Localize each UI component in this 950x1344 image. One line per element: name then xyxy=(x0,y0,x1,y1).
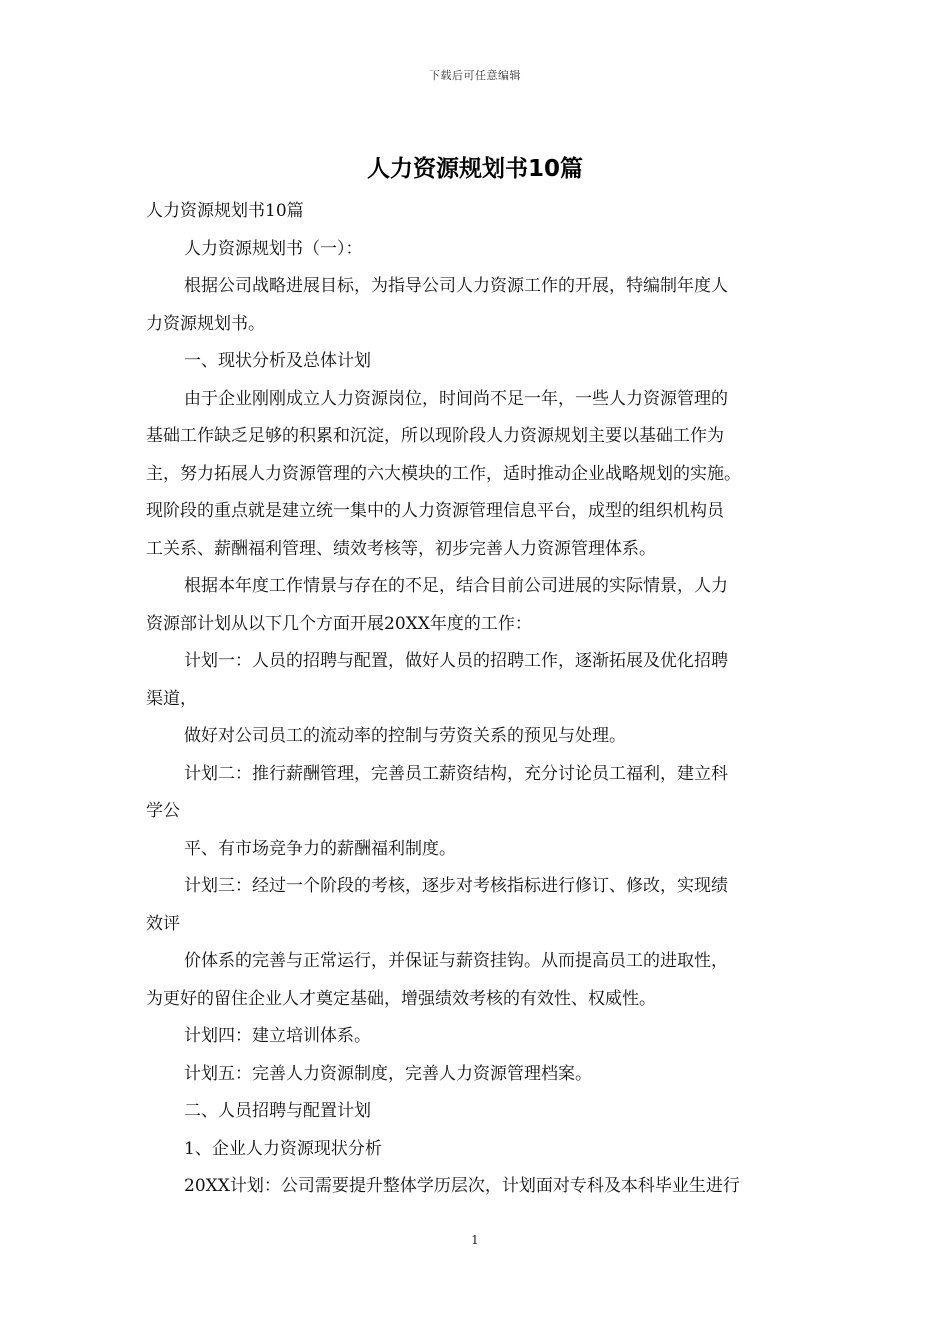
paragraph-line: 主，努力拓展人力资源管理的六大模块的工作，适时推动企业战略规划的实施。 xyxy=(146,463,741,484)
subsection-heading: 1、企业人力资源现状分析 xyxy=(184,1138,382,1159)
paragraph-line: 基础工作缺乏足够的积累和沉淀，所以现阶段人力资源规划主要以基础工作为 xyxy=(146,426,724,446)
paragraph-line: 由于企业刚刚成立人力资源岗位，时间尚不足一年，一些人力资源管理的 xyxy=(184,388,728,409)
header-note: 下载后可任意编辑 xyxy=(429,69,521,82)
paragraph-line: 计划五：完善人力资源制度，完善人力资源管理档案。 xyxy=(184,1063,592,1084)
paragraph-line: 人力资源规划书（一）： xyxy=(184,238,363,259)
paragraph-line: 计划二：推行薪酬管理，完善员工薪资结构，充分讨论员工福利，建立科 xyxy=(184,763,728,784)
paragraph-line: 人力资源规划书10篇 xyxy=(146,201,304,221)
section-heading: 二、人员招聘与配置计划 xyxy=(184,1101,371,1121)
paragraph-line: 计划四：建立培训体系。 xyxy=(184,1026,371,1046)
paragraph-line: 计划一：人员的招聘与配置，做好人员的招聘工作，逐渐拓展及优化招聘 xyxy=(184,651,728,671)
paragraph-line: 渠道， xyxy=(146,688,197,709)
paragraph-line: 做好对公司员工的流动率的控制与劳资关系的预见与处理。 xyxy=(184,726,626,746)
section-heading: 一、现状分析及总体计划 xyxy=(184,351,371,371)
paragraph-line: 力资源规划书。 xyxy=(146,313,265,334)
paragraph-line: 根据本年度工作情景与存在的不足，结合目前公司进展的实际情景，人力 xyxy=(184,576,728,596)
paragraph-line: 资源部计划从以下几个方面开展20XX年度的工作： xyxy=(146,613,532,634)
paragraph-line: 根据公司战略进展目标，为指导公司人力资源工作的开展，特编制年度人 xyxy=(184,276,728,296)
paragraph-line: 学公 xyxy=(146,801,180,821)
paragraph-line: 效评 xyxy=(146,913,180,934)
document-body xyxy=(146,193,808,1206)
paragraph-line: 为更好的留住企业人才奠定基础，增强绩效考核的有效性、权威性。 xyxy=(146,988,656,1009)
paragraph-line: 平、有市场竞争力的薪酬福利制度。 xyxy=(184,838,456,859)
paragraph-line: 计划三：经过一个阶段的考核，逐步对考核指标进行修订、修改，实现绩 xyxy=(184,876,728,896)
paragraph-line: 现阶段的重点就是建立统一集中的人力资源管理信息平台，成型的组织机构员 xyxy=(146,501,724,521)
paragraph-line: 工关系、薪酬福利管理、绩效考核等，初步完善人力资源管理体系。 xyxy=(146,538,656,559)
paragraph-line: 价体系的完善与正常运行，并保证与薪资挂钩。从而提高员工的进取性， xyxy=(184,951,728,971)
paragraph-line: 20XX计划：公司需要提升整体学历层次，计划面对专科及本科毕业生进行 xyxy=(184,1176,740,1196)
document-title: 人力资源规划书10篇 xyxy=(366,156,583,182)
page-number: 1 xyxy=(471,1233,479,1247)
